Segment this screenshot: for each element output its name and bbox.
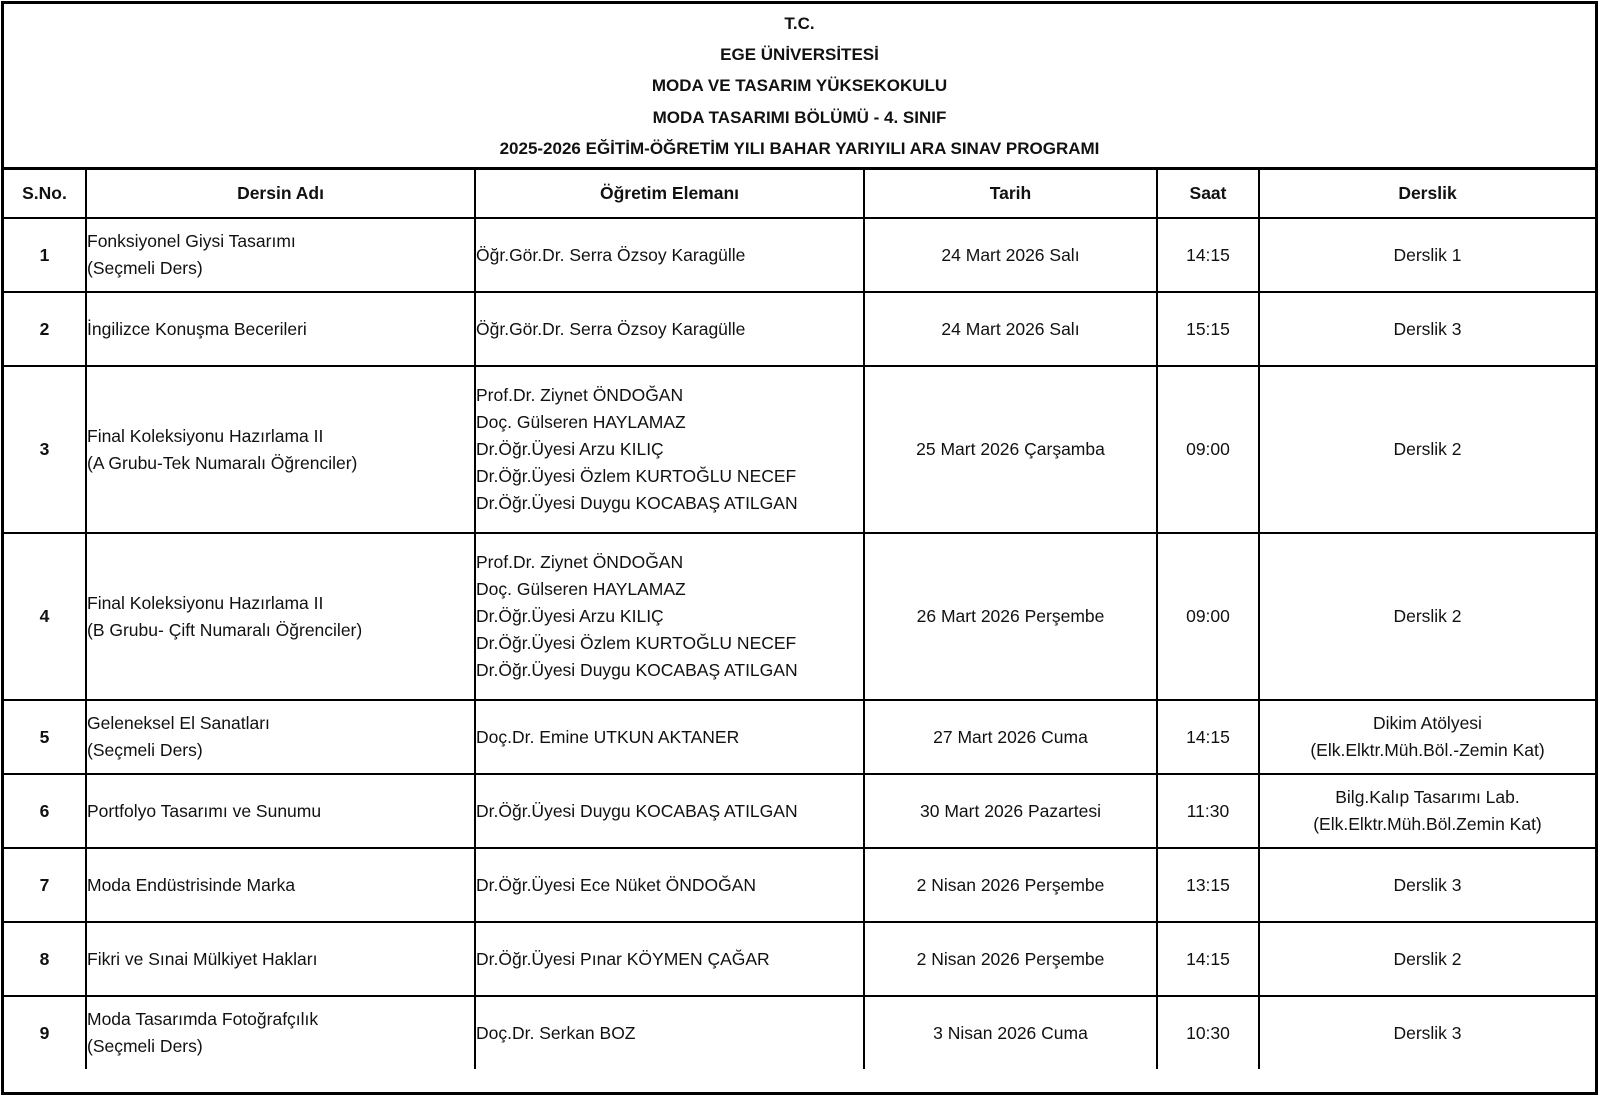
header-program-title: 2025-2026 EĞİTİM-ÖĞRETİM YILI BAHAR YARIYILI ARA SINAV PROGRAMI	[499, 139, 1100, 159]
course-name-cell	[86, 533, 475, 700]
course-name-cell	[86, 922, 475, 996]
column-header-instructor: Öğretim Elemanı	[475, 170, 864, 218]
exam-time: 10:30	[1157, 996, 1259, 1069]
instructor-cell	[475, 996, 864, 1069]
instructor-name: Dr.Öğr.Üyesi Arzu KILIÇ	[476, 439, 664, 459]
instructor-name: Dr.Öğr.Üyesi Özlem KURTOĞLU NECEF	[476, 633, 797, 653]
table-row	[4, 533, 1595, 700]
course-name-line: Geleneksel El Sanatları	[87, 713, 270, 733]
table-header-row	[4, 170, 1595, 218]
exam-time: 11:30	[1157, 774, 1259, 848]
course-name-line: Moda Tasarımda Fotoğrafçılık	[87, 1009, 319, 1029]
classroom-line: Bilg.Kalıp Tasarımı Lab.	[1335, 787, 1520, 807]
table-row	[4, 996, 1595, 1069]
instructor-name: Prof.Dr. Ziynet ÖNDOĞAN	[476, 552, 684, 572]
course-name-line: Portfolyo Tasarımı ve Sunumu	[87, 800, 322, 821]
exam-date: 3 Nisan 2026 Cuma	[864, 996, 1157, 1069]
instructor-cell	[475, 366, 864, 533]
instructor-cell	[475, 774, 864, 848]
table-body	[4, 218, 1595, 1069]
classroom-line: Derslik 3	[1393, 1022, 1462, 1043]
course-name-cell	[86, 700, 475, 774]
header-school: MODA VE TASARIM YÜKSEKOKULU	[651, 76, 948, 96]
exam-time: 09:00	[1157, 533, 1259, 700]
course-name-line: (B Grubu- Çift Numaralı Öğrenciler)	[87, 619, 363, 640]
instructor-name: Dr.Öğr.Üyesi Duygu KOCABAŞ ATILGAN	[476, 660, 798, 680]
column-header-date: Tarih	[864, 170, 1157, 218]
row-number: 2	[4, 292, 86, 366]
course-name-line: Final Koleksiyonu Hazırlama II	[87, 592, 324, 613]
row-number: 8	[4, 922, 86, 996]
course-name-cell	[86, 292, 475, 366]
instructor-name: Dr.Öğr.Üyesi Duygu KOCABAŞ ATILGAN	[476, 800, 798, 821]
instructor-cell	[475, 533, 864, 700]
row-number: 4	[4, 533, 86, 700]
document-header	[4, 4, 1595, 170]
classroom-line: Derslik 2	[1393, 948, 1462, 969]
exam-schedule-document	[1, 1, 1598, 1095]
classroom-line: Derslik 2	[1393, 606, 1462, 626]
row-number: 6	[4, 774, 86, 848]
exam-date: 24 Mart 2026 Salı	[864, 292, 1157, 366]
course-name-cell	[86, 848, 475, 922]
table-row	[4, 700, 1595, 774]
exam-date: 27 Mart 2026 Cuma	[864, 700, 1157, 774]
exam-date: 25 Mart 2026 Çarşamba	[864, 366, 1157, 533]
row-number: 5	[4, 700, 86, 774]
header-department: MODA TASARIMI BÖLÜMÜ - 4. SINIF	[652, 107, 947, 127]
table-row	[4, 848, 1595, 922]
course-name-cell	[86, 366, 475, 533]
course-name-cell	[86, 996, 475, 1069]
classroom-line: Derslik 1	[1393, 244, 1462, 265]
instructor-cell	[475, 292, 864, 366]
instructor-name: Öğr.Gör.Dr. Serra Özsoy Karagülle	[476, 244, 746, 265]
row-number: 7	[4, 848, 86, 922]
table-row	[4, 774, 1595, 848]
exam-date: 2 Nisan 2026 Perşembe	[864, 922, 1157, 996]
column-header-time: Saat	[1157, 170, 1259, 218]
instructor-cell	[475, 218, 864, 292]
header-country: T.C.	[784, 13, 815, 33]
exam-date: 2 Nisan 2026 Perşembe	[864, 848, 1157, 922]
classroom-line: (Elk.Elktr.Müh.Böl.-Zemin Kat)	[1310, 740, 1545, 760]
instructor-name: Prof.Dr. Ziynet ÖNDOĞAN	[476, 385, 684, 405]
classroom-cell	[1259, 533, 1595, 700]
course-name-line: Fonksiyonel Giysi Tasarımı	[87, 231, 296, 251]
course-name-line: (A Grubu-Tek Numaralı Öğrenciler)	[87, 452, 358, 473]
course-name-cell	[86, 218, 475, 292]
course-name-line: Fikri ve Sınai Mülkiyet Hakları	[87, 948, 318, 969]
course-name-cell	[86, 774, 475, 848]
course-name-line: (Seçmeli Ders)	[87, 740, 203, 760]
exam-time: 15:15	[1157, 292, 1259, 366]
row-number: 9	[4, 996, 86, 1069]
classroom-cell	[1259, 774, 1595, 848]
instructor-name: Dr.Öğr.Üyesi Duygu KOCABAŞ ATILGAN	[476, 493, 798, 513]
course-name-line: (Seçmeli Ders)	[87, 1036, 203, 1056]
instructor-name: Dr.Öğr.Üyesi Özlem KURTOĞLU NECEF	[476, 466, 797, 486]
classroom-line: Derslik 3	[1393, 318, 1462, 339]
course-name-line: Moda Endüstrisinde Marka	[87, 874, 296, 895]
instructor-name: Doç.Dr. Serkan BOZ	[476, 1022, 636, 1043]
course-name-line: İngilizce Konuşma Becerileri	[87, 318, 307, 339]
instructor-name: Dr.Öğr.Üyesi Pınar KÖYMEN ÇAĞAR	[476, 948, 770, 969]
exam-time: 13:15	[1157, 848, 1259, 922]
header-university: EGE ÜNİVERSİTESİ	[720, 45, 879, 65]
classroom-line: Derslik 2	[1393, 439, 1462, 459]
classroom-line: Derslik 3	[1393, 874, 1462, 895]
instructor-name: Doç. Gülseren HAYLAMAZ	[476, 412, 686, 432]
column-header-course: Dersin Adı	[86, 170, 475, 218]
table-row	[4, 292, 1595, 366]
course-name-line: Final Koleksiyonu Hazırlama II	[87, 425, 324, 446]
course-name-line: (Seçmeli Ders)	[87, 258, 203, 278]
exam-date: 30 Mart 2026 Pazartesi	[864, 774, 1157, 848]
instructor-name: Öğr.Gör.Dr. Serra Özsoy Karagülle	[476, 318, 746, 339]
exam-date: 24 Mart 2026 Salı	[864, 218, 1157, 292]
instructor-name: Doç. Gülseren HAYLAMAZ	[476, 579, 686, 599]
classroom-cell	[1259, 292, 1595, 366]
exam-time: 14:15	[1157, 700, 1259, 774]
exam-time: 14:15	[1157, 922, 1259, 996]
exam-schedule-table	[4, 170, 1595, 1069]
row-number: 3	[4, 366, 86, 533]
instructor-cell	[475, 922, 864, 996]
classroom-cell	[1259, 996, 1595, 1069]
row-number: 1	[4, 218, 86, 292]
classroom-cell	[1259, 700, 1595, 774]
instructor-cell	[475, 848, 864, 922]
exam-time: 14:15	[1157, 218, 1259, 292]
classroom-cell	[1259, 366, 1595, 533]
classroom-line: (Elk.Elktr.Müh.Böl.Zemin Kat)	[1313, 814, 1542, 834]
instructor-name: Doç.Dr. Emine UTKUN AKTANER	[476, 726, 740, 747]
exam-time: 09:00	[1157, 366, 1259, 533]
table-row	[4, 922, 1595, 996]
column-header-no: S.No.	[4, 170, 86, 218]
instructor-name: Dr.Öğr.Üyesi Arzu KILIÇ	[476, 606, 664, 626]
instructor-name: Dr.Öğr.Üyesi Ece Nüket ÖNDOĞAN	[476, 874, 757, 895]
classroom-cell	[1259, 218, 1595, 292]
instructor-cell	[475, 700, 864, 774]
exam-date: 26 Mart 2026 Perşembe	[864, 533, 1157, 700]
classroom-cell	[1259, 922, 1595, 996]
classroom-cell	[1259, 848, 1595, 922]
table-row	[4, 366, 1595, 533]
column-header-room: Derslik	[1259, 170, 1595, 218]
classroom-line: Dikim Atölyesi	[1373, 713, 1482, 733]
table-row	[4, 218, 1595, 292]
